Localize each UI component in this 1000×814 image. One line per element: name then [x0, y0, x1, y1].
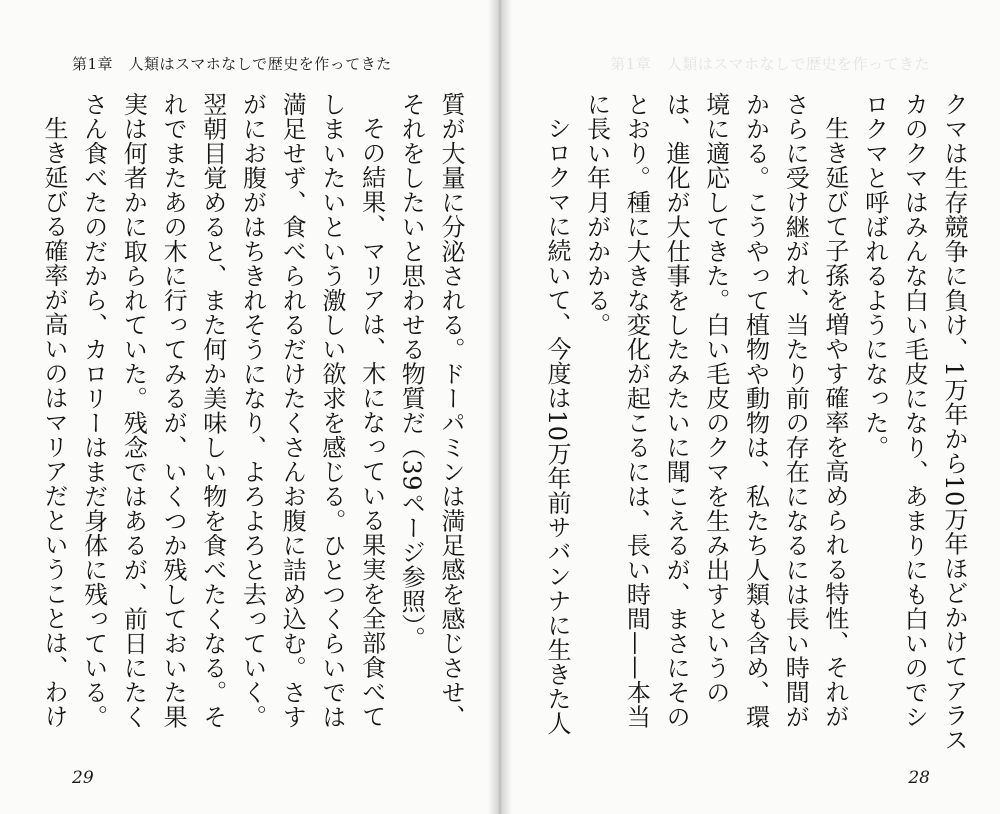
page-number: 28	[908, 768, 930, 788]
paragraph: 生き延びる確率が高いのはマリアだということは、わけ	[39, 116, 68, 729]
show-through-running-head: 第1章 人類はスマホなしで歴史を作ってきた	[610, 55, 930, 73]
left-page	[0, 0, 497, 814]
running-head: 第1章 人類はスマホなしで歴史を作ってきた	[72, 55, 392, 73]
left-body-text	[30, 92, 470, 752]
paragraph: シロクマに続いて、今度は10万年前サバンナに生きた人	[542, 116, 571, 736]
paragraph: クマは生存競争に負け、1万年から10万年ほどかけてアラスカのクマはみんな白い毛皮になり、あまりにも白いのでシロクマと呼ばれるようになった。	[860, 92, 968, 752]
book-gutter	[488, 0, 512, 814]
right-body-text	[533, 92, 973, 752]
page-number: 29	[72, 768, 94, 788]
paragraph: 生き延びて子孫を増やす確率を高められる特性、それがさらに受け継がれ、当たり前の存在になるには長い時間がかかる。こうやって植物や動物は、私たち人類も含め、環境に適応してきた。白い毛皮のクマを生み出すというのは、進化が大仕事をしたみたいに聞こえるが、まさにそのとおり。種に大きな変化が起こるには、長い時間——本当に長い年月がかかる。	[582, 92, 849, 729]
paragraph: その結果、マリアは、木になっている果実を全部食べてしまいたいという激しい欲求を感じる。ひとつくらいでは満足せず、食べられるだけたくさんお腹に詰め込む。さすがにお腹がはちきれそうになり、よろよろと去っていく。翌朝目覚めると、また何か美味しい物を食べたくなる。それでまたあの木に行ってみるが、いくつか残しておいた果実は何者かに取られていた。残念ではあるが、前日にたくさん食べたのだから、カロリーはまだ身体に残っている。	[79, 92, 386, 729]
right-page	[503, 0, 1000, 814]
paragraph: 質が大量に分泌される。ドーパミンは満足感を感じさせ、それをしたいと思わせる物質だ（39ページ参照）。	[397, 92, 465, 729]
